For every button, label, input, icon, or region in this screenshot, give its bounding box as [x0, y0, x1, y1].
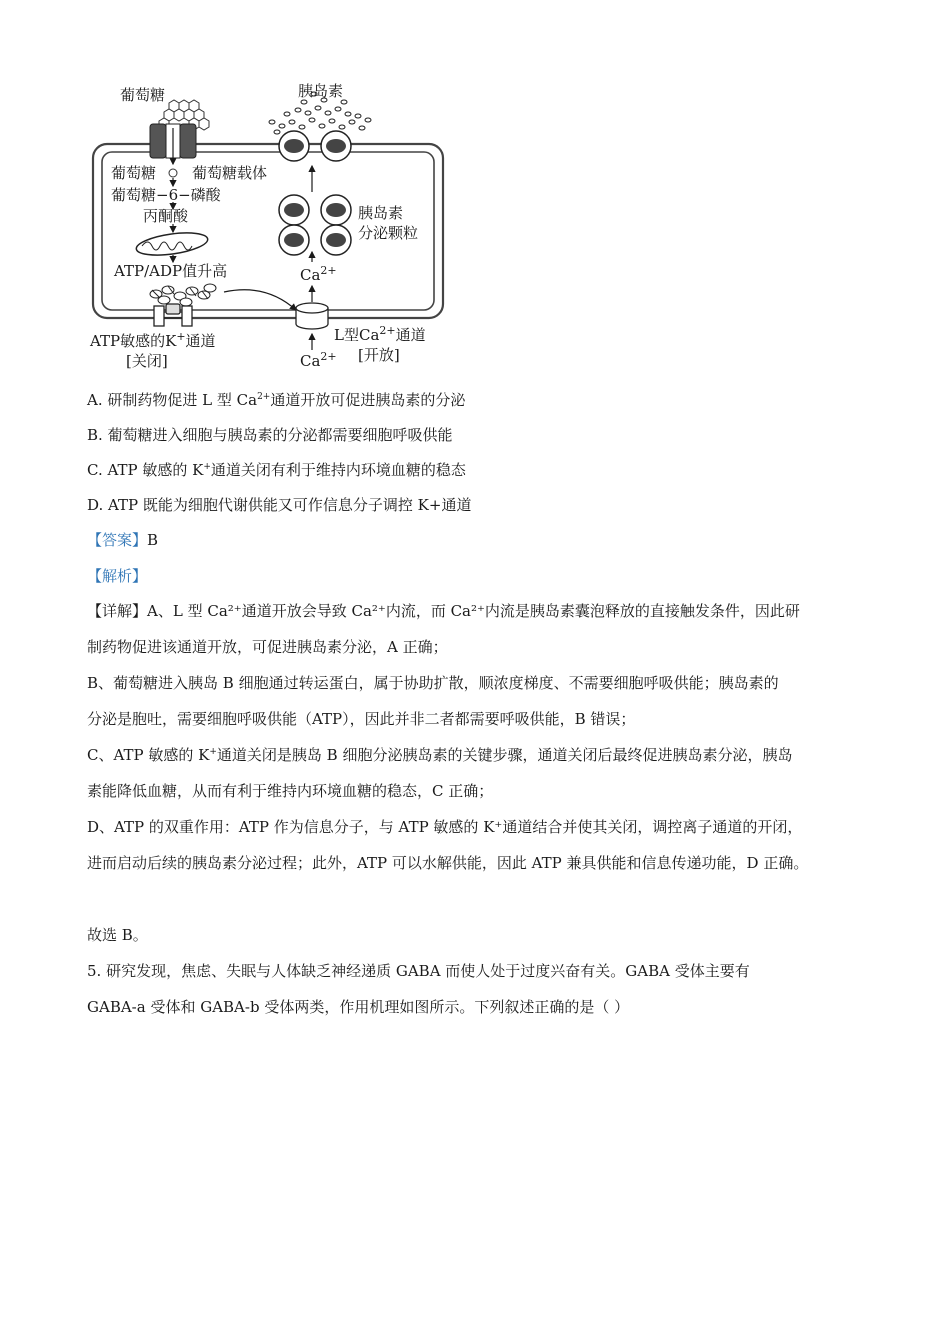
option-b: B. 葡萄糖进入细胞与胰岛素的分泌都需要细胞呼吸供能	[87, 426, 453, 444]
detail-line-6: 素能降低血糖，从而有利于维持内环境血糖的稳态，C 正确；	[87, 782, 494, 800]
label-atp-ratio: ATP/ADP值升高	[114, 262, 228, 280]
option-d: D. ATP 既能为细胞代谢供能又可作信息分子调控 K+通道	[87, 496, 472, 514]
label-pyruvate: 丙酮酸	[143, 207, 189, 225]
label-glucose-inside: 葡萄糖	[111, 164, 157, 182]
answer-line	[87, 530, 158, 550]
detail-line-2: 制药物促进该通道开放，可促进胰岛素分泌，A 正确；	[87, 638, 448, 656]
answer-value: B	[147, 531, 159, 549]
detail-line-3: B、葡萄糖进入胰岛 B 细胞通过转运蛋白，属于协助扩散，顺浓度梯度、不需要细胞呼吸供能；胰岛素的	[87, 674, 779, 692]
detail-line-1: 【详解】A、L 型 Ca²⁺通道开放会导致 Ca²⁺内流，而 Ca²⁺内流是胰岛素囊泡释放的直接触发条件，因此研	[87, 602, 800, 620]
label-ltype: L型$Ca^{2+}$通道	[334, 324, 426, 344]
conclusion: 故选 B。	[87, 926, 148, 944]
label-insulin: 胰岛素	[298, 82, 344, 100]
k-atp-channel-icon	[154, 304, 192, 326]
label-open: [开放]	[358, 346, 400, 364]
label-glucose: 葡萄糖	[120, 86, 166, 104]
label-granule-1: 胰岛素	[358, 204, 404, 222]
atp-molecules-icon	[150, 284, 216, 306]
detail-line-7: D、ATP 的双重作用：ATP 作为信息分子，与 ATP 敏感的 K⁺通道结合并使其关闭，调控离子通道的开闭，	[87, 818, 803, 836]
exocytosis-granules-icon	[279, 131, 351, 161]
insulin-secretion-diagram	[86, 78, 446, 374]
answer-tag: 【答案】	[87, 531, 148, 549]
label-ca-outside: $Ca^{2+}$	[300, 350, 337, 370]
analysis-tag: 【解析】	[87, 567, 148, 585]
question5-line-1: 5. 研究发现，焦虑、失眠与人体缺乏神经递质 GABA 而使人处于过度兴奋有关。GABA 受体主要有	[87, 962, 750, 980]
label-g6p: 葡萄糖−6−磷酸	[111, 186, 221, 204]
label-ca-inside: $Ca^{2+}$	[300, 264, 337, 284]
diagram-svg	[86, 78, 446, 374]
label-katp: ATP敏感的K+通道	[90, 330, 216, 350]
label-granule-2: 分泌颗粒	[358, 224, 419, 242]
option-c: C. ATP 敏感的 K+通道关闭有利于维持内环境血糖的稳态	[87, 461, 466, 479]
detail-line-5: C、ATP 敏感的 K+通道关闭是胰岛 B 细胞分泌胰岛素的关键步骤，通道关闭后最终促进胰岛素分泌，胰岛	[87, 746, 793, 764]
option-a: A. 研制药物促进 L 型 $Ca^{2+}$通道开放可促进胰岛素的分泌	[87, 391, 466, 409]
glucose-small-icon	[169, 169, 177, 177]
label-closed: [关闭]	[126, 352, 168, 370]
arrow-to-ca-channel	[224, 290, 296, 310]
mitochondrion-icon	[135, 229, 209, 259]
detail-tag: 【详解】	[87, 602, 148, 620]
detail-line-8: 进而启动后续的胰岛素分泌过程；此外，ATP 可以水解供能，因此 ATP 兼具供能和信息传递功能，D 正确。	[87, 854, 809, 872]
detail-line-4: 分泌是胞吐，需要细胞呼吸供能（ATP），因此并非二者都需要呼吸供能，B 错误；	[87, 710, 636, 728]
question5-line-2: GABA-a 受体和 GABA-b 受体两类，作用机理如图所示。下列叙述正确的是（ ）	[87, 998, 630, 1016]
l-type-ca-channel-icon	[296, 303, 328, 329]
label-glucose-carrier: 葡萄糖载体	[192, 164, 268, 182]
